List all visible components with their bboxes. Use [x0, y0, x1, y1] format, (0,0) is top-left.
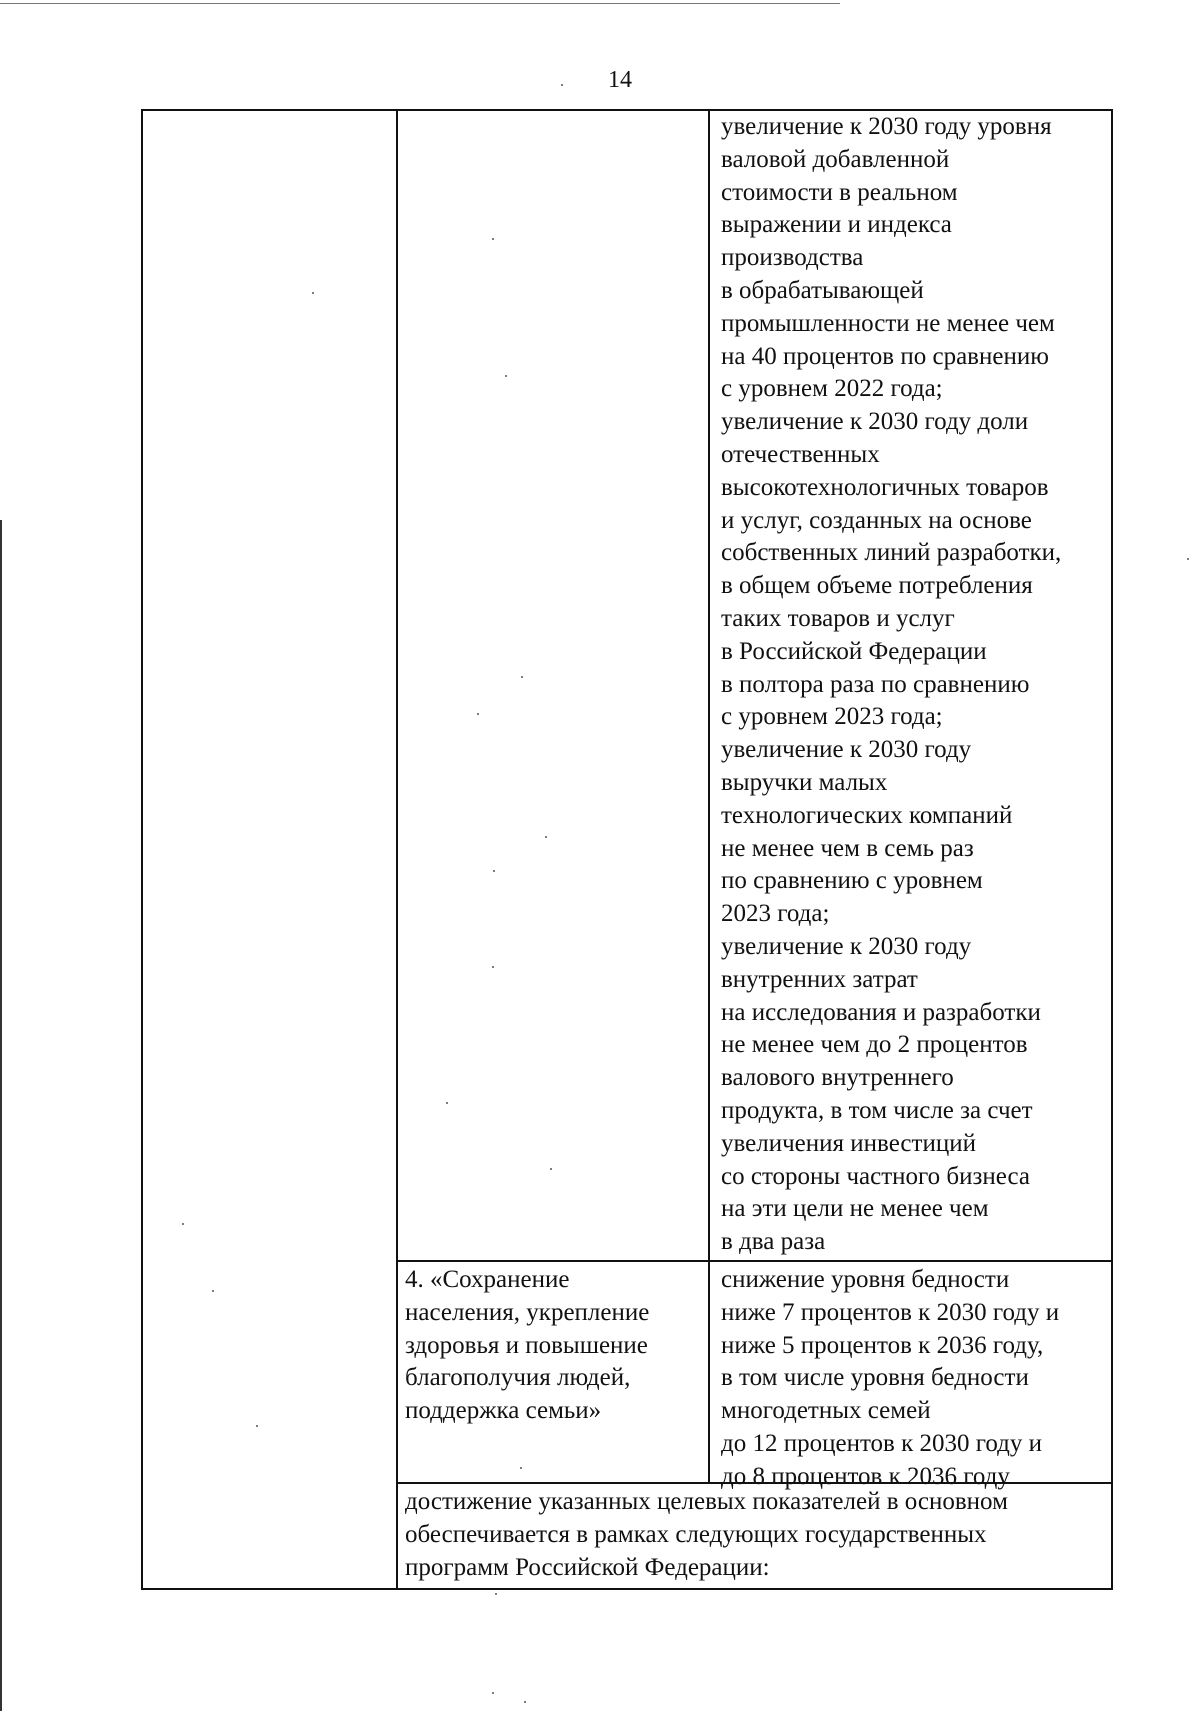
- text-line: увеличение к 2030 году: [721, 932, 972, 960]
- scan-speck: [312, 292, 314, 294]
- text-line: отечественных: [721, 440, 880, 468]
- scan-speck: [520, 1467, 522, 1469]
- text-line: достижение указанных целевых показателей в основном: [405, 1488, 1008, 1515]
- text-line: ниже 7 процентов к 2030 году и: [721, 1298, 1060, 1326]
- text-line: собственных линий разработки,: [721, 539, 1062, 567]
- text-line: со стороны частного бизнеса: [721, 1162, 1030, 1190]
- scan-left-edge: [0, 520, 2, 1711]
- page-number: 14: [608, 67, 632, 93]
- text-line: на 40 процентов по сравнению: [721, 342, 1049, 370]
- text-line: стоимости в реальном: [721, 178, 958, 206]
- scan-speck: [521, 676, 523, 678]
- poverty-targets-text: [721, 1264, 1059, 1494]
- scan-speck: [492, 1692, 494, 1694]
- text-line: до 12 процентов к 2030 году и: [721, 1429, 1043, 1457]
- text-line: на исследования и разработки: [721, 998, 1041, 1026]
- table-right-border: [1111, 109, 1113, 1590]
- text-line: поддержка семьи»: [405, 1397, 602, 1425]
- national-goal-4-text: [405, 1264, 649, 1428]
- text-line: технологических компаний: [721, 801, 1013, 829]
- text-line: в два раза: [721, 1228, 826, 1256]
- row-divider-goal-4: [396, 1260, 1113, 1262]
- text-line: и услуг, созданных на основе: [721, 506, 1032, 534]
- scan-speck: [492, 966, 494, 968]
- text-line: 2023 года;: [721, 900, 830, 928]
- text-line: с уровнем 2023 года;: [721, 703, 943, 731]
- scan-speck: [477, 713, 479, 715]
- text-line: программ Российской Федерации:: [405, 1553, 770, 1581]
- scan-speck: [505, 375, 507, 377]
- text-line: выручки малых: [721, 768, 888, 796]
- text-line: таких товаров и услуг: [721, 604, 955, 632]
- table-bottom-border: [141, 1588, 1113, 1590]
- text-line: в том числе уровня бедности: [721, 1364, 1029, 1392]
- scan-speck: [182, 1223, 184, 1225]
- text-line: производства: [721, 244, 864, 272]
- text-line: благополучия людей,: [405, 1364, 631, 1392]
- goals-table: [141, 109, 1113, 1590]
- text-line: в обрабатывающей: [721, 276, 924, 304]
- text-line: до 8 процентов к 2036 году: [721, 1462, 1010, 1490]
- scan-speck: [212, 1290, 214, 1292]
- text-line: в Российской Федерации: [721, 637, 987, 665]
- scan-speck: [495, 1593, 497, 1595]
- scan-speck: [256, 1425, 258, 1427]
- programs-note-text: [405, 1486, 1008, 1584]
- text-line: 4. «Сохранение: [405, 1266, 570, 1293]
- text-line: внутренних затрат: [721, 965, 918, 993]
- text-line: здоровья и повышение: [405, 1331, 648, 1359]
- text-line: увеличение к 2030 году: [721, 736, 972, 764]
- text-line: увеличения инвестиций: [721, 1129, 976, 1157]
- text-line: высокотехнологичных товаров: [721, 473, 1049, 501]
- scan-speck: [524, 1701, 526, 1703]
- scan-speck: [493, 870, 495, 872]
- column-divider-right: [708, 109, 710, 1484]
- text-line: увеличение к 2030 году уровня: [721, 113, 1052, 140]
- scan-speck: [550, 1168, 552, 1170]
- scan-speck: [446, 1102, 448, 1104]
- text-line: на эти цели не менее чем: [721, 1195, 989, 1223]
- text-line: не менее чем в семь раз: [721, 834, 974, 862]
- text-line: обеспечивается в рамках следующих государственных: [405, 1520, 987, 1548]
- text-line: ниже 5 процентов к 2036 году,: [721, 1331, 1044, 1359]
- text-line: увеличение к 2030 году доли: [721, 408, 1029, 436]
- text-line: по сравнению с уровнем: [721, 867, 983, 895]
- goals-column-text: [721, 111, 1061, 1259]
- text-line: валового внутреннего: [721, 1064, 954, 1092]
- text-line: валовой добавленной: [721, 145, 950, 173]
- text-line: не менее чем до 2 процентов: [721, 1031, 1028, 1059]
- scan-speck: [1187, 558, 1189, 560]
- text-line: промышленности не менее чем: [721, 309, 1055, 337]
- text-line: населения, укрепление: [405, 1298, 650, 1326]
- column-divider-left: [396, 109, 398, 1590]
- text-line: с уровнем 2022 года;: [721, 375, 943, 403]
- text-line: снижение уровня бедности: [721, 1266, 1010, 1293]
- scan-speck: [561, 84, 563, 86]
- text-line: выражении и индекса: [721, 211, 952, 239]
- text-line: многодетных семей: [721, 1397, 931, 1425]
- scan-top-edge: [0, 3, 840, 4]
- scan-speck: [545, 836, 547, 838]
- text-line: продукта, в том числе за счет: [721, 1096, 1033, 1124]
- scan-speck: [492, 238, 494, 240]
- text-line: в полтора раза по сравнению: [721, 670, 1030, 698]
- table-left-border: [141, 109, 143, 1590]
- text-line: в общем объеме потребления: [721, 572, 1033, 600]
